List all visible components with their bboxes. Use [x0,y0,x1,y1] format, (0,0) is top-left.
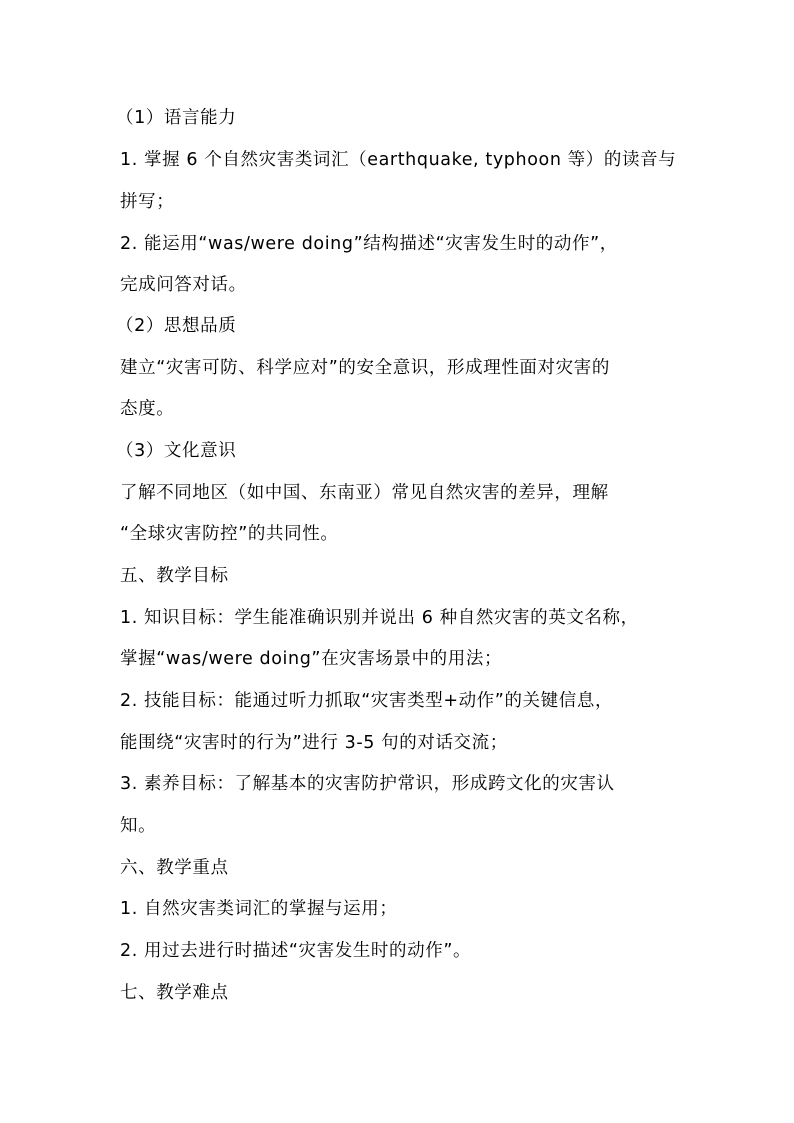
subheading-thinking-quality: （2）思想品质 [116,316,237,336]
paragraph-line: 知。 [120,816,157,836]
paragraph-line: 完成问答对话。 [120,275,247,295]
paragraph-line: 3. 素养目标：了解基本的灾害防护常识，形成跨文化的灾害认 [120,774,615,794]
paragraph-line: 1. 知识目标：学生能准确识别并说出 6 种自然灾害的英文名称， [120,608,639,628]
paragraph-line: 态度。 [120,399,175,419]
paragraph-line: 建立“灾害可防、科学应对”的安全意识，形成理性面对灾害的 [120,358,610,378]
paragraph-line: 1. 自然灾害类词汇的掌握与运用； [120,899,398,919]
paragraph-line: 1. 掌握 6 个自然灾害类词汇（earthquake, typhoon 等）的读音与 [120,150,677,170]
paragraph-line: 了解不同地区（如中国、东南亚）常见自然灾害的差异，理解 [120,483,609,503]
subheading-cultural-awareness: （3）文化意识 [116,441,237,461]
section-heading-teaching-difficulties: 七、教学难点 [120,983,229,1003]
paragraph-line: 2. 能运用“was/were doing”结构描述“灾害发生时的动作”， [120,234,618,254]
paragraph-line: 拼写； [120,192,175,212]
paragraph-line: 掌握“was/were doing”在灾害场景中的用法； [120,649,503,669]
paragraph-line: 能围绕“灾害时的行为”进行 3-5 句的对话交流； [120,733,508,753]
section-heading-teaching-focus: 六、教学重点 [120,858,229,878]
paragraph-line: 2. 用过去进行时描述“灾害发生时的动作”。 [120,941,472,961]
section-heading-teaching-objectives: 五、教学目标 [120,566,229,586]
paragraph-line: 2. 技能目标：能通过听力抓取“灾害类型+动作”的关键信息， [120,691,614,711]
subheading-language-ability: （1）语言能力 [116,108,237,128]
paragraph-line: “全球灾害防控”的共同性。 [120,524,339,544]
